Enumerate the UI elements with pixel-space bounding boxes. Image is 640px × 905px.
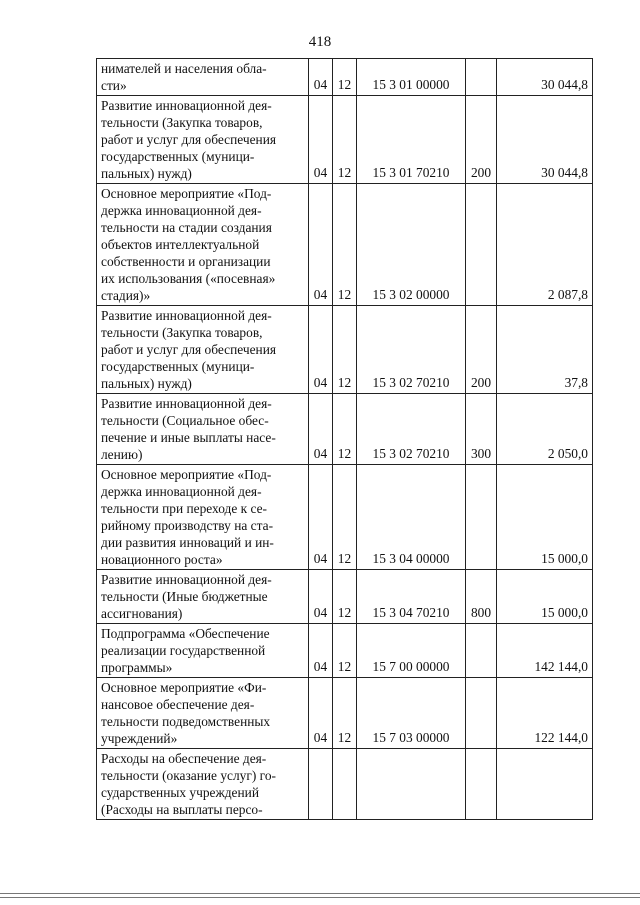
expense-name-cell — [97, 59, 309, 96]
expense-name-line: тельности (оказание услуг) го- — [101, 768, 276, 783]
expense-type-cell: 300 — [466, 394, 497, 465]
expense-name-line: пальных) нужд) — [101, 166, 192, 181]
expense-name-line: тельности на стадии создания — [101, 220, 272, 235]
section-code-cell — [309, 749, 333, 820]
amount-cell — [497, 749, 593, 820]
expense-name-line: реализации государственной — [101, 643, 266, 658]
expense-name-line: Основное мероприятие «Под- — [101, 186, 272, 201]
target-article-cell: 15 3 04 00000 — [357, 465, 466, 570]
table-row — [97, 624, 593, 678]
expense-name-line: тельности подведомственных — [101, 714, 271, 729]
expense-name-line: учреждений» — [101, 731, 178, 746]
expense-type-cell — [466, 624, 497, 678]
expense-name-line: работ и услуг для обеспечения — [101, 342, 277, 357]
amount-cell: 122 144,0 — [497, 678, 593, 749]
section-code-cell: 04 — [309, 394, 333, 465]
amount-cell: 15 000,0 — [497, 570, 593, 624]
expense-name-line: Развитие инновационной дея- — [101, 396, 272, 411]
expense-type-cell — [466, 749, 497, 820]
expense-type-cell — [466, 465, 497, 570]
expense-name-line: тельности при переходе к се- — [101, 501, 267, 516]
subsection-code-cell — [333, 749, 357, 820]
expense-name-line: собственности и организации — [101, 254, 271, 269]
target-article-cell — [357, 749, 466, 820]
expense-name-line: держка инновационной дея- — [101, 484, 262, 499]
expense-name-cell — [97, 624, 309, 678]
expense-name-line: программы» — [101, 660, 173, 675]
section-code-cell: 04 — [309, 306, 333, 394]
expense-name-line: Расходы на обеспечение дея- — [101, 751, 267, 766]
expense-name-cell — [97, 306, 309, 394]
section-code-cell: 04 — [309, 96, 333, 184]
expense-name-cell — [97, 465, 309, 570]
target-article-cell: 15 3 01 70210 — [357, 96, 466, 184]
scan-edge-line — [0, 897, 640, 898]
expense-name-line: сударственных учреждений — [101, 785, 259, 800]
expense-type-cell: 800 — [466, 570, 497, 624]
expense-name-line: Основное мероприятие «Фи- — [101, 680, 267, 695]
budget-table-body — [97, 59, 593, 820]
expense-name-line: нимателей и населения обла- — [101, 61, 267, 76]
section-code-cell: 04 — [309, 184, 333, 306]
target-article-cell: 15 3 02 70210 — [357, 394, 466, 465]
expense-name-line: сти» — [101, 78, 127, 93]
expense-name-cell — [97, 749, 309, 820]
table-row — [97, 570, 593, 624]
target-article-cell: 15 7 03 00000 — [357, 678, 466, 749]
section-code-cell: 04 — [309, 59, 333, 96]
expense-name-cell — [97, 394, 309, 465]
target-article-cell: 15 3 02 00000 — [357, 184, 466, 306]
subsection-code-cell: 12 — [333, 394, 357, 465]
table-row — [97, 184, 593, 306]
expense-name-line: Развитие инновационной дея- — [101, 308, 272, 323]
budget-table — [96, 58, 593, 820]
page-number: 418 — [308, 34, 332, 50]
section-code-cell: 04 — [309, 570, 333, 624]
expense-name-cell — [97, 96, 309, 184]
scan-edge-line — [0, 893, 640, 894]
amount-cell: 30 044,8 — [497, 96, 593, 184]
table-row — [97, 306, 593, 394]
expense-name-line: новационного роста» — [101, 552, 223, 567]
target-article-cell: 15 3 01 00000 — [357, 59, 466, 96]
amount-cell: 142 144,0 — [497, 624, 593, 678]
table-row — [97, 465, 593, 570]
expense-type-cell: 200 — [466, 96, 497, 184]
subsection-code-cell: 12 — [333, 465, 357, 570]
target-article-cell: 15 7 00 00000 — [357, 624, 466, 678]
subsection-code-cell: 12 — [333, 570, 357, 624]
amount-cell: 15 000,0 — [497, 465, 593, 570]
expense-name-line: печение и иные выплаты насе- — [101, 430, 276, 445]
expense-name-cell — [97, 184, 309, 306]
expense-name-line: стадия)» — [101, 288, 151, 303]
subsection-code-cell: 12 — [333, 624, 357, 678]
table-row — [97, 394, 593, 465]
expense-name-line: государственных (муници- — [101, 359, 255, 374]
expense-name-line: тельности (Закупка товаров, — [101, 325, 263, 340]
section-code-cell: 04 — [309, 624, 333, 678]
expense-name-line: держка инновационной дея- — [101, 203, 262, 218]
section-code-cell: 04 — [309, 678, 333, 749]
amount-cell: 2 050,0 — [497, 394, 593, 465]
expense-name-line: работ и услуг для обеспечения — [101, 132, 277, 147]
expense-name-line: Подпрограмма «Обеспечение — [101, 626, 270, 641]
subsection-code-cell: 12 — [333, 59, 357, 96]
subsection-code-cell: 12 — [333, 96, 357, 184]
section-code-cell: 04 — [309, 465, 333, 570]
table-row — [97, 96, 593, 184]
expense-name-line: лению) — [101, 447, 143, 462]
expense-name-line: нансовое обеспечение дея- — [101, 697, 255, 712]
table-row — [97, 749, 593, 820]
expense-name-line: рийному производству на ста- — [101, 518, 274, 533]
expense-name-line: государственных (муници- — [101, 149, 255, 164]
subsection-code-cell: 12 — [333, 678, 357, 749]
expense-name-line: тельности (Закупка товаров, — [101, 115, 263, 130]
expense-name-cell — [97, 570, 309, 624]
expense-type-cell: 200 — [466, 306, 497, 394]
expense-name-line: Развитие инновационной дея- — [101, 572, 272, 587]
expense-type-cell — [466, 184, 497, 306]
expense-type-cell — [466, 678, 497, 749]
amount-cell: 2 087,8 — [497, 184, 593, 306]
amount-cell: 37,8 — [497, 306, 593, 394]
amount-cell: 30 044,8 — [497, 59, 593, 96]
target-article-cell: 15 3 02 70210 — [357, 306, 466, 394]
table-row — [97, 678, 593, 749]
subsection-code-cell: 12 — [333, 306, 357, 394]
expense-name-line: пальных) нужд) — [101, 376, 192, 391]
expense-name-line: тельности (Иные бюджетные — [101, 589, 268, 604]
table-row — [97, 59, 593, 96]
expense-name-line: тельности (Социальное обес- — [101, 413, 269, 428]
subsection-code-cell: 12 — [333, 184, 357, 306]
expense-name-cell — [97, 678, 309, 749]
expense-name-line: ассигнования) — [101, 606, 183, 621]
expense-name-line: объектов интеллектуальной — [101, 237, 260, 252]
expense-name-line: дии развития инноваций и ин- — [101, 535, 274, 550]
expense-name-line: Основное мероприятие «Под- — [101, 467, 272, 482]
target-article-cell: 15 3 04 70210 — [357, 570, 466, 624]
expense-type-cell — [466, 59, 497, 96]
expense-name-line: Развитие инновационной дея- — [101, 98, 272, 113]
expense-name-line: (Расходы на выплаты персо- — [101, 802, 263, 817]
expense-name-line: их использования («посевная» — [101, 271, 276, 286]
